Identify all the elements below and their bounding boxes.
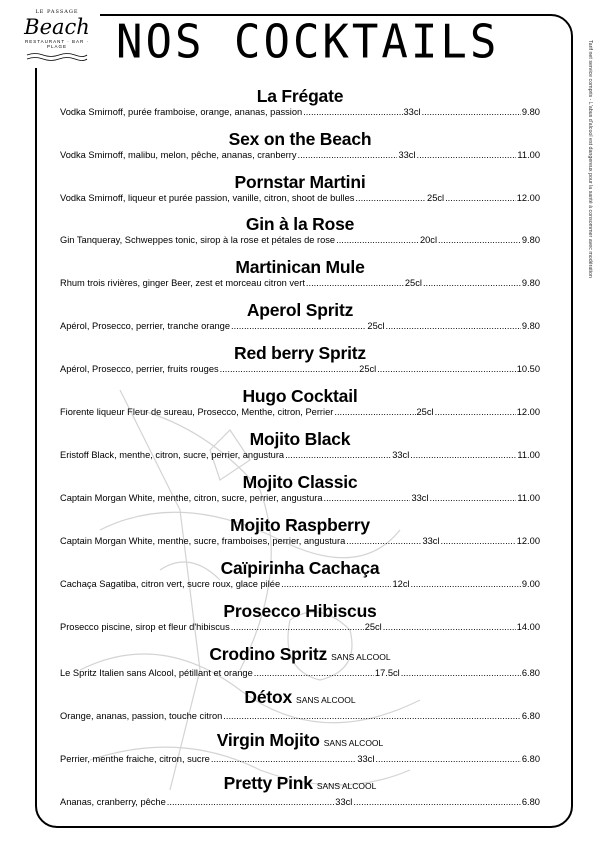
cocktail-price: 6.80 xyxy=(521,668,540,678)
cocktail-detail-line xyxy=(60,320,540,332)
legal-side-note xyxy=(584,40,594,460)
leader-dots xyxy=(167,796,335,808)
cocktail-price: 6.80 xyxy=(521,797,540,807)
cocktail-volume: 25cl xyxy=(416,407,434,417)
cocktail-price: 12.00 xyxy=(516,536,540,546)
cocktail-detail-line xyxy=(60,578,540,590)
leader-dots xyxy=(417,149,517,161)
cocktail-item xyxy=(60,129,540,161)
cocktail-detail-line xyxy=(60,106,540,118)
leader-dots xyxy=(353,796,521,808)
cocktail-name-row xyxy=(60,558,540,578)
cocktail-detail-line xyxy=(60,234,540,246)
cocktail-item xyxy=(60,558,540,590)
cocktail-item xyxy=(60,472,540,504)
cocktail-price: 9.00 xyxy=(521,579,540,589)
cocktail-item xyxy=(60,257,540,289)
cocktail-item xyxy=(60,429,540,461)
cocktail-ingredients: Gin Tanqueray, Schweppes tonic, sirop à la rose et pétales de rose xyxy=(60,235,336,245)
cocktail-detail-line xyxy=(60,621,540,633)
brand-logo xyxy=(14,6,100,68)
logo-top-text: LE PASSAGE xyxy=(35,9,79,15)
cocktail-name-row xyxy=(60,257,540,277)
cocktail-price: 11.00 xyxy=(517,150,540,160)
cocktail-detail-line xyxy=(60,277,540,289)
leader-dots xyxy=(435,406,516,418)
cocktail-name-row xyxy=(60,172,540,192)
cocktail-name: Pornstar Martini xyxy=(234,172,366,192)
cocktail-volume: 33cl xyxy=(392,450,410,460)
cocktail-volume: 33cl xyxy=(403,107,421,117)
leader-dots xyxy=(306,277,404,289)
cocktail-item xyxy=(60,214,540,246)
cocktail-name: Prosecco Hibiscus xyxy=(223,601,377,621)
cocktail-name: La Frégate xyxy=(256,86,344,106)
cocktail-volume: 25cl xyxy=(404,278,422,288)
cocktail-ingredients: Orange, ananas, passion, touche citron xyxy=(60,711,223,721)
cocktail-item xyxy=(60,601,540,633)
leader-dots xyxy=(298,149,398,161)
leader-dots xyxy=(285,449,391,461)
cocktail-volume: 33cl xyxy=(411,493,429,503)
cocktail-detail-line xyxy=(60,492,540,504)
cocktail-name-row xyxy=(60,687,540,710)
cocktail-detail-line xyxy=(60,192,540,204)
cocktail-name-row xyxy=(60,386,540,406)
cocktail-name-row xyxy=(60,515,540,535)
logo-sub-text: RESTAURANT · BAR · PLAGE xyxy=(24,39,90,49)
cocktail-price: 9.80 xyxy=(521,278,540,288)
leader-dots xyxy=(355,192,426,204)
cocktail-item xyxy=(60,644,540,679)
cocktail-ingredients: Le Spritz Italien sans Alcool, pétillant et orange xyxy=(60,668,253,678)
leader-dots xyxy=(231,621,364,633)
cocktail-detail-line xyxy=(60,796,540,808)
non-alcoholic-tag: SANS ALCOOL xyxy=(331,652,391,662)
cocktail-price: 12.00 xyxy=(516,193,540,203)
cocktail-name-row xyxy=(60,429,540,449)
leader-dots xyxy=(445,192,516,204)
cocktail-name: Gin à la Rose xyxy=(245,214,355,234)
leader-dots xyxy=(220,363,359,375)
legal-side-note-text: Tarif net service compris - L'abus d'alcool est dangereux pour la santé à consommer avec modération xyxy=(587,40,593,278)
non-alcoholic-tag: SANS ALCOOL xyxy=(296,695,356,705)
cocktail-ingredients: Prosecco piscine, sirop et fleur d'hibiscus xyxy=(60,622,230,632)
leader-dots xyxy=(346,535,421,547)
cocktail-name-row xyxy=(60,343,540,363)
cocktail-volume: 33cl xyxy=(422,536,440,546)
cocktail-detail-line xyxy=(60,449,540,461)
cocktail-name: Red berry Spritz xyxy=(234,343,366,363)
cocktail-price: 14.00 xyxy=(516,622,540,632)
cocktail-ingredients: Vodka Smirnoff, malibu, melon, pêche, ananas, cranberry xyxy=(60,150,297,160)
cocktail-name-row xyxy=(60,730,540,753)
cocktail-name: Virgin Mojito xyxy=(216,730,320,750)
leader-dots xyxy=(411,578,521,590)
cocktail-item xyxy=(60,773,540,808)
cocktail-name: Pretty Pink xyxy=(223,773,313,793)
leader-dots xyxy=(334,406,415,418)
leader-dots xyxy=(438,234,521,246)
leader-dots xyxy=(254,667,374,679)
logo-script-text: Beach xyxy=(24,15,90,39)
cocktail-detail-line xyxy=(60,535,540,547)
cocktail-item xyxy=(60,730,540,765)
cocktail-volume: 33cl xyxy=(357,754,375,764)
cocktail-item xyxy=(60,86,540,118)
leader-dots xyxy=(336,234,419,246)
leader-dots xyxy=(422,106,521,118)
cocktail-item xyxy=(60,172,540,204)
cocktail-volume: 25cl xyxy=(364,622,382,632)
cocktail-item xyxy=(60,515,540,547)
cocktail-ingredients: Apérol, Prosecco, perrier, tranche orange xyxy=(60,321,231,331)
cocktail-detail-line xyxy=(60,710,540,722)
cocktail-name: Mojito Raspberry xyxy=(230,515,370,535)
cocktail-name-row xyxy=(60,773,540,796)
leader-dots xyxy=(303,106,402,118)
cocktail-volume: 25cl xyxy=(367,321,385,331)
leader-dots xyxy=(385,320,520,332)
leader-dots xyxy=(281,578,391,590)
cocktail-volume: 17.5cl xyxy=(374,668,400,678)
leader-dots xyxy=(211,753,356,765)
cocktail-ingredients: Eristoff Black, menthe, citron, sucre, perrier, angustura xyxy=(60,450,285,460)
cocktail-price: 11.00 xyxy=(517,493,540,503)
cocktail-ingredients: Rhum trois rivières, ginger Beer, zest et morceau citron vert xyxy=(60,278,305,288)
leader-dots xyxy=(231,320,366,332)
cocktail-detail-line xyxy=(60,667,540,679)
cocktail-ingredients: Vodka Smirnoff, purée framboise, orange, ananas, passion xyxy=(60,107,303,117)
cocktail-price: 10.50 xyxy=(516,364,540,374)
leader-dots xyxy=(324,492,411,504)
cocktail-name: Caïpirinha Cachaça xyxy=(220,558,380,578)
cocktail-name: Hugo Cocktail xyxy=(242,386,358,406)
cocktail-name: Sex on the Beach xyxy=(228,129,372,149)
leader-dots xyxy=(430,492,517,504)
cocktail-name: Mojito Classic xyxy=(242,472,358,492)
cocktail-price: 9.80 xyxy=(521,107,540,117)
leader-dots xyxy=(223,710,521,722)
non-alcoholic-tag: SANS ALCOOL xyxy=(316,781,377,791)
cocktail-ingredients: Cachaça Sagatiba, citron vert, sucre roux, glace pilée xyxy=(60,579,281,589)
leader-dots xyxy=(423,277,521,289)
cocktail-price: 6.80 xyxy=(521,754,540,764)
cocktail-volume: 25cl xyxy=(427,193,445,203)
cocktail-ingredients: Vodka Smirnoff, liqueur et purée passion, vanille, citron, shoot de bulles xyxy=(60,193,355,203)
leader-dots xyxy=(375,753,520,765)
cocktail-ingredients: Captain Morgan White, menthe, sucre, framboises, perrier, angustura xyxy=(60,536,346,546)
cocktail-name-row xyxy=(60,644,540,667)
cocktail-volume: 12cl xyxy=(392,579,410,589)
cocktail-detail-line xyxy=(60,363,540,375)
cocktail-volume: 20cl xyxy=(419,235,438,245)
leader-dots xyxy=(377,363,516,375)
cocktail-item xyxy=(60,343,540,375)
cocktail-name: Mojito Black xyxy=(249,429,351,449)
cocktail-price: 11.00 xyxy=(517,450,540,460)
cocktail-item xyxy=(60,687,540,722)
cocktail-name-row xyxy=(60,300,540,320)
leader-dots xyxy=(383,621,516,633)
cocktail-name-row xyxy=(60,601,540,621)
cocktail-item xyxy=(60,300,540,332)
leader-dots xyxy=(441,535,516,547)
cocktail-name: Détox xyxy=(244,687,293,707)
cocktail-ingredients: Perrier, menthe fraiche, citron, sucre xyxy=(60,754,210,764)
cocktail-price: 9.80 xyxy=(521,321,540,331)
cocktail-name-row xyxy=(60,86,540,106)
waves-icon xyxy=(25,52,89,62)
cocktail-name-row xyxy=(60,129,540,149)
leader-dots xyxy=(401,667,521,679)
cocktail-name: Aperol Spritz xyxy=(246,300,354,320)
cocktail-ingredients: Captain Morgan White, menthe, citron, sucre, perrier, angustura xyxy=(60,493,323,503)
page-title: NOS COCKTAILS xyxy=(116,15,500,70)
cocktail-volume: 25cl xyxy=(359,364,377,374)
cocktail-detail-line xyxy=(60,753,540,765)
cocktail-name-row xyxy=(60,472,540,492)
leader-dots xyxy=(410,449,516,461)
cocktail-volume: 33cl xyxy=(335,797,353,807)
cocktail-name: Crodino Spritz xyxy=(209,644,328,664)
cocktail-detail-line xyxy=(60,406,540,418)
cocktail-detail-line xyxy=(60,149,540,161)
cocktail-item xyxy=(60,386,540,418)
cocktail-price: 12.00 xyxy=(516,407,540,417)
cocktail-ingredients: Apérol, Prosecco, perrier, fruits rouges xyxy=(60,364,219,374)
cocktail-ingredients: Fiorente liqueur Fleur de sureau, Prosecco, Menthe, citron, Perrier xyxy=(60,407,334,417)
cocktail-name-row xyxy=(60,214,540,234)
cocktail-price: 6.80 xyxy=(521,711,540,721)
cocktail-name: Martinican Mule xyxy=(235,257,365,277)
non-alcoholic-tag: SANS ALCOOL xyxy=(323,738,384,748)
cocktail-volume: 33cl xyxy=(398,150,416,160)
cocktail-price: 9.80 xyxy=(521,235,540,245)
cocktail-ingredients: Ananas, cranberry, pêche xyxy=(60,797,166,807)
